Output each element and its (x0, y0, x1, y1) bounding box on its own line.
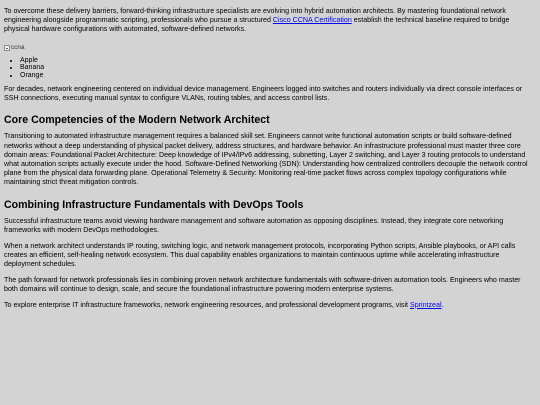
history-paragraph: For decades, network engineering centered on individual device management. Engineers logged into switches and routers individually via direct console interfaces or SSH connections, executing manual syntax to configure VLANs, routing tables, and access control lists. (4, 85, 523, 103)
list-item: • Apple (20, 57, 536, 64)
intro-text-end: establish the technical baseline required to bridge physical hardware configurations with automated, software-defined networks. (4, 16, 510, 34)
devops-paragraph-2: When a network architect understands IP routing, switching logic, and network management protocols, incorporating Python scripts, Ansible playbooks, or API calls creates an efficient, self-healing network ecosystem. This dual capability enables organizations to maintain continuous uptime while accelerating infrastructure deployment schedules. (4, 241, 516, 268)
fruit-list (4, 57, 536, 79)
closing-text-start: To explore enterprise IT infrastructure frameworks, network engineering resources, and professional development programs, visit (4, 300, 410, 309)
devops-tools-heading: Combining Infrastructure Fundamentals with DevOps Tools (4, 198, 304, 211)
list-item: • Orange (20, 72, 536, 79)
broken-image-icon (4, 45, 10, 51)
core-competencies-heading: Core Competencies of the Modern Network Architect (4, 114, 270, 127)
cisco-ccna-certification-link[interactable]: Cisco CCNA Certification (272, 16, 352, 25)
intro-text-start: To overcome these delivery barriers, forward-thinking infrastructure specialists are evolving into hybrid automation architects. By mastering foundational network engineering alongside programmatic scripting, professionals who pursue a structured (4, 7, 506, 25)
ccna-image-alt-text: ccna (11, 44, 25, 52)
intro-paragraph (4, 7, 536, 35)
devops-paragraph-1: Successful infrastructure teams avoid viewing hardware management and software automation as opposing disciplines. Instead, they integrate core networking frameworks with modern DevOps methodologies. (4, 216, 504, 234)
devops-paragraph-3: The path forward for network professionals lies in combining proven network architecture fundamentals with software-driven automation tools. Engineers who master both domains will continue to design, scale, and secure the foundational infrastructure powering modern enterprise systems. (4, 275, 521, 293)
list-item: • Banana (20, 64, 536, 71)
closing-paragraph (4, 301, 536, 310)
core-competencies-paragraph: Transitioning to automated infrastructure management requires a balanced skill set. Engineers cannot write functional automation scripts or build software-defined networks without a deep understanding of physical packet delivery, address structures, and hardware behavior. An infrastructure professional must master three core domain areas: Foundational Packet Architecture: Deep knowledge of IPv4/IPv6 addressing, subnetting, Layer 2 switching, and Layer 3 routing protocols to understand what automation scripts actually execute under the hood. Software-Defined Networking (SDN): Understanding how centralized controllers decouple the network control plane from the physical data forwarding plane. Operational Telemetry & Security: Monitoring real-time packet flows across complex topology configurations while maintaining strict threat mitigation controls. (4, 132, 528, 187)
sprintzeal-link[interactable]: Sprintzeal (409, 300, 442, 309)
closing-text-end: . (441, 300, 444, 309)
ccna-image (4, 44, 25, 52)
